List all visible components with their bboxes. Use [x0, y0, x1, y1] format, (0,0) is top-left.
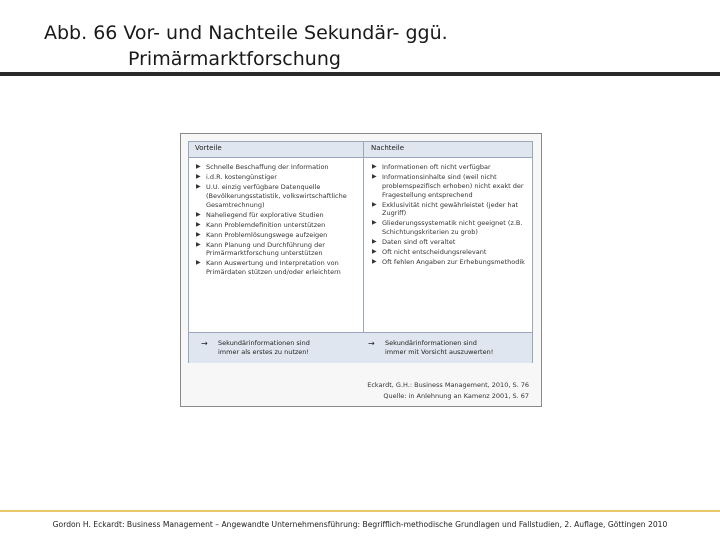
list-item: ▶ Schnelle Beschaffung der Information [196, 163, 329, 171]
list-item: ▶ Informationen oft nicht verfügbar [372, 163, 491, 171]
slide-title-line-2: Primärmarktforschung [128, 48, 341, 70]
list-item: ▶ Gliederungssystematik nicht geeignet (z.B. Schichtungskriterien zu grob) [372, 219, 523, 237]
comparison-table [188, 141, 533, 363]
list-item: ▶ i.d.R. kostengünstiger [196, 172, 277, 181]
list-item: ▶ Daten sind oft veraltet [372, 238, 456, 247]
triangle-right-icon: ▶ [372, 172, 377, 180]
conclusion-disadvantages: → Sekundärinformationen sind immer mit Vorsicht auszuwerten! [368, 339, 494, 356]
triangle-right-icon: ▶ [196, 172, 201, 180]
arrow-right-icon: → [368, 339, 375, 348]
triangle-right-icon: ▶ [372, 248, 377, 256]
triangle-right-icon: ▶ [372, 200, 377, 208]
list-item: ▶ Exklusivität nicht gewährleistet (jeder hat Zugriff) [372, 200, 519, 218]
triangle-right-icon: ▶ [372, 258, 377, 266]
conclusion-row [189, 332, 532, 363]
list-item: ▶ Naheliegend für explorative Studien [196, 210, 324, 219]
triangle-right-icon: ▶ [196, 240, 201, 248]
title-divider [0, 72, 720, 76]
header-disadvantages: Nachteile [371, 144, 405, 152]
triangle-right-icon: ▶ [372, 163, 377, 170]
arrow-right-icon: → [201, 339, 208, 348]
triangle-right-icon: ▶ [372, 219, 377, 227]
list-item: ▶ Kann Problemlösungswege aufzeigen [196, 230, 328, 239]
triangle-right-icon: ▶ [196, 210, 201, 218]
list-item: ▶ Kann Problemdefinition unterstützen [196, 220, 326, 229]
header-advantages: Vorteile [195, 144, 222, 152]
list-item: ▶ Oft nicht entscheidungsrelevant [372, 248, 487, 257]
triangle-right-icon: ▶ [196, 182, 201, 190]
list-item: ▶ Oft fehlen Angaben zur Erhebungsmethodik [372, 258, 525, 267]
disadvantages-list [371, 163, 529, 268]
source-line-1: Eckardt, G.H.: Business Management, 2010, S. 76 [367, 381, 529, 389]
triangle-right-icon: ▶ [196, 163, 201, 170]
advantages-list [195, 163, 359, 278]
triangle-right-icon: ▶ [196, 230, 201, 238]
list-item: ▶ Kann Planung und Durchführung der Primärmarktforschung unterstützen [196, 240, 325, 258]
list-item: ▶ U.U. einzig verfügbare Datenquelle (Bevölkerungsstatistik, volkswirtschaftliche Gesamtrechnung) [196, 182, 347, 209]
footer-divider [0, 510, 720, 512]
source-line-2: Quelle: in Anlehnung an Kamenz 2001, S. 67 [383, 392, 529, 400]
triangle-right-icon: ▶ [196, 259, 201, 267]
list-item: ▶ Kann Auswertung und Interpretation von Primärdaten stützen und/oder erleichtern [196, 259, 341, 277]
triangle-right-icon: ▶ [372, 238, 377, 246]
footer-citation: Gordon H. Eckardt: Business Management – Angewandte Unternehmensführung: Begrifflich-methodische Grundlagen und Fallstudien, 2. Auflage, Göttingen 2010 [52, 520, 668, 529]
conclusion-advantages: → Sekundärinformationen sind immer als erstes zu nutzen! [201, 339, 310, 356]
triangle-right-icon: ▶ [196, 220, 201, 228]
slide-title-line-1: Abb. 66 Vor- und Nachteile Sekundär- ggü. [44, 22, 448, 44]
table-header [189, 142, 532, 158]
column-divider [363, 142, 364, 362]
list-item: ▶ Informationsinhalte sind (weil nicht problemspezifisch erhoben) nicht exakt der Fragestellung entsprechend [372, 172, 524, 199]
